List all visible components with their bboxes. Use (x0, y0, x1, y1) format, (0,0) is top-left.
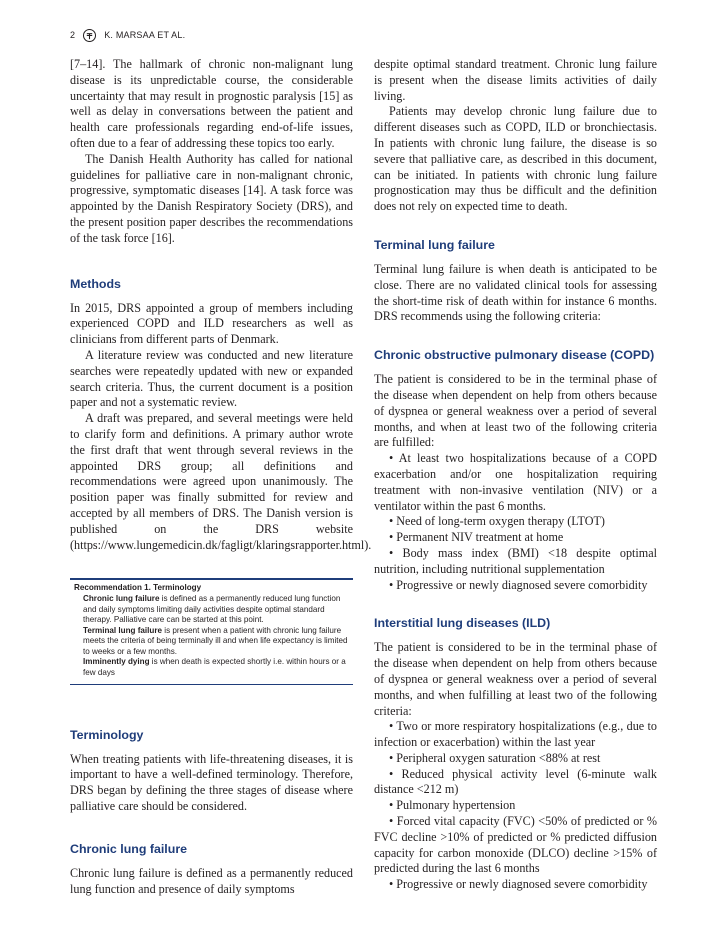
ild-heading: Interstitial lung diseases (ILD) (374, 616, 551, 631)
recommendation-item (74, 657, 349, 678)
chronic-continued-paragraph: despite optimal standard treatment. Chronic lung failure is present when the disease limits activities of daily living. (374, 57, 657, 103)
copd-criterion: • Progressive or newly diagnosed severe comorbidity (389, 577, 648, 592)
ild-criterion: • Peripheral oxygen saturation <88% at rest (389, 750, 601, 765)
ild-criterion: • Forced vital capacity (FVC) <50% of predicted or % FVC decline >10% of predicted or % predicted diffusion capacity for carbon monoxide (DLCO) decline >15% of predicted during the last 6 months (374, 814, 657, 876)
intro-paragraph-2: The Danish Health Authority has called for national guidelines for palliative care in non-malignant chronic, progressive, symptomatic diseases [14]. A task force was appointed by the Danish Respiratory Society (DRS), and the present position paper describes the recommendations of the task force [16]. (70, 151, 353, 245)
recommendation-text: is when death is expected shortly i.e. within hours or a few days (83, 657, 346, 678)
recommendation-item (74, 594, 349, 626)
recommendation-item (74, 626, 349, 658)
copd-criterion: • Need of long-term oxygen therapy (LTOT) (389, 514, 605, 529)
right-column (374, 57, 657, 893)
page-number: 2 (70, 30, 76, 40)
terminal-lung-failure-paragraph: Terminal lung failure is when death is anticipated to be close. There are no validated clinical tools for assessing the short-time risk of death within for instance 6 months. DRS recommends using the following criteria: (374, 261, 657, 324)
recommendation-title: Recommendation 1. Terminology (74, 583, 202, 593)
methods-heading: Methods (70, 276, 121, 291)
left-column (70, 57, 372, 897)
intro-paragraph-1: [7–14]. The hallmark of chronic non-malignant lung disease is its unpredictable course, the considerable uncertainty that may result in prognostic paralysis [15] as well as delay in conversations between the patient and health care professionals regarding end-of-life issues, often due to a fear of addressing these topics too early. (70, 57, 353, 150)
ild-criterion: • Progressive or newly diagnosed severe comorbidity (389, 877, 648, 892)
publisher-logo-icon (83, 29, 96, 42)
recommendation-text: is present when a patient with chronic lung failure meets the criteria of being terminally ill and when life expectancy is limited to weeks or a few months. (83, 625, 348, 656)
terminology-paragraph: When treating patients with life-threatening diseases, it is important to have a well-defined terminology. Therefore, DRS began by defining the three stages of disease where palliative care should be considered. (70, 751, 353, 814)
chronic-diseases-paragraph: Patients may develop chronic lung failure due to different diseases such as COPD, ILD or bronchiectasis. In patients with chronic lung failure, the disease is so severe that palliative care, as described in this document, can be initiated. In patients with chronic lung failure prognostication may thus be difficult and the definition does not rely on expected time to death. (374, 104, 657, 214)
copd-criterion: • Permanent NIV treatment at home (389, 530, 564, 545)
copd-heading: Chronic obstructive pulmonary disease (COPD) (374, 348, 655, 363)
recommendation-term: Imminently dying (83, 657, 150, 667)
recommendation-box (70, 578, 353, 684)
recommendation-term: Chronic lung failure (83, 593, 160, 603)
chronic-lung-failure-heading: Chronic lung failure (70, 841, 188, 856)
ild-criterion: • Reduced physical activity level (6-minute walk distance <212 m) (374, 766, 657, 797)
ild-criterion: • Two or more respiratory hospitalizations (e.g., due to infection or exacerbation) within the last year (374, 719, 657, 750)
running-head (70, 28, 185, 42)
chronic-lung-failure-paragraph: Chronic lung failure is defined as a permanently reduced lung function and presence of daily symptoms (70, 865, 353, 896)
recommendation-term: Terminal lung failure (83, 625, 163, 635)
recommendation-text: is defined as a permanently reduced lung function and daily symptoms limiting daily activities despite optimal standard therapy. Palliative care can be started at this point. (83, 593, 341, 625)
terminal-lung-failure-heading: Terminal lung failure (374, 237, 495, 252)
methods-paragraph-3: A draft was prepared, and several meetings were held to clarify form and definitions. A primary author wrote the first draft that went through several reviews in the appointed DRS group; all definitions and recommendations were agreed upon unanimously. The position paper was finally submitted for review and accepted by all members of DRS. The Danish version is published on the DRS website (https://www.lungemedicin.dk/fagligt/klaringsrapporter.html). (70, 411, 372, 552)
ild-intro-paragraph: The patient is considered to be in the terminal phase of the disease when dependent on help from others because of dyspnea or general weakness over a period of several months, and when fulfilling at least two of the following criteria: (374, 640, 657, 718)
methods-paragraph-2: A literature review was conducted and new literature searches were repeatedly updated with new or expanded search criteria. Thus, the current document is a position paper and not a systematic review. (70, 347, 353, 410)
methods-paragraph-1: In 2015, DRS appointed a group of members including experienced COPD and ILD researchers as well as clinicians from different parts of Denmark. (70, 300, 353, 347)
terminology-heading: Terminology (70, 727, 144, 742)
copd-intro-paragraph: The patient is considered to be in the terminal phase of the disease when dependent on help from others because of dyspnea or general weakness over a period of several months, and when at least two of the following criteria are fulfilled: (374, 372, 657, 450)
ild-criterion: • Pulmonary hypertension (389, 798, 516, 813)
copd-criterion: • Body mass index (BMI) <18 despite optimal nutrition, including nutritional supplementation (374, 545, 657, 576)
running-authors: K. MARSAA ET AL. (104, 30, 186, 40)
copd-criterion: • At least two hospitalizations because of a COPD exacerbation and/or one hospitalization requiring treatment with non-invasive ventilation (NIV) or a ventilator within the past 6 months. (374, 451, 657, 513)
